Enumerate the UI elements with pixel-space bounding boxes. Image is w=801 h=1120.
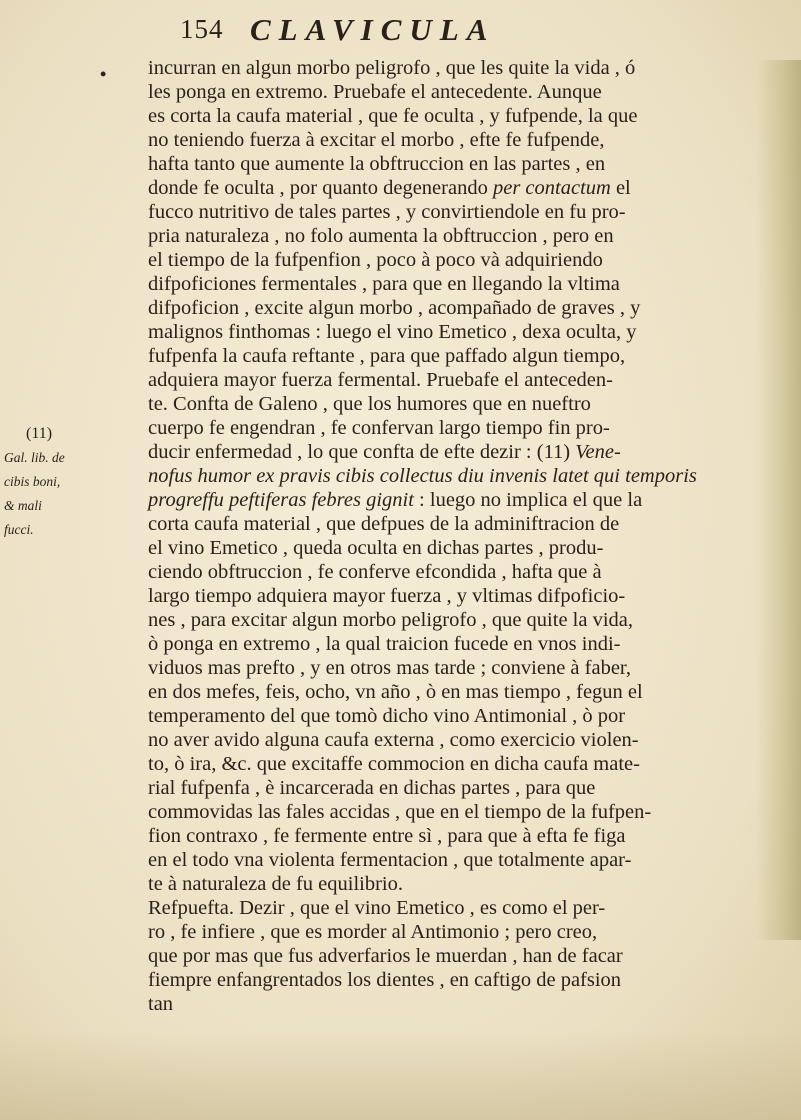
text-line [148, 560, 778, 584]
text-segment: largo tiempo adquiera mayor fuerza , y vltimas difpoficio- [148, 585, 626, 607]
margin-note-line: & mali [4, 498, 42, 513]
text-line [148, 488, 778, 512]
body-text [148, 56, 778, 1016]
text-line [148, 224, 778, 248]
text-segment: no aver avido alguna caufa externa , como exercicio violen- [148, 729, 639, 751]
text-segment: el tiempo de la fufpenfion , poco à poco và adquiriendo [148, 249, 603, 271]
text-line [148, 80, 778, 104]
latin-italic-text: progreffu peftiferas febres gignit [148, 489, 414, 511]
text-line [148, 512, 778, 536]
text-line [148, 896, 778, 920]
text-line [148, 368, 778, 392]
text-segment: nes , para excitar algun morbo peligrofo , que quite la vida, [148, 609, 634, 631]
text-segment: en el todo vna violenta fermentacion , que totalmente apar- [148, 849, 632, 871]
running-title: CLAVICULA [250, 12, 496, 47]
text-line [148, 536, 778, 560]
text-segment: en dos mefes, feis, ocho, vn año , ò en mas tiempo , fegun el [148, 681, 643, 703]
text-line [148, 752, 778, 776]
text-segment: ò ponga en extremo , la qual traicion fucede en vnos indi- [148, 633, 621, 655]
edge-mark: • [100, 64, 107, 84]
text-line [148, 944, 778, 968]
text-line [148, 272, 778, 296]
text-segment: cuerpo fe engendran , fe confervan largo tiempo fin pro- [148, 417, 610, 439]
text-segment: Refpuefta. Dezir , que el vino Emetico , es como el per- [148, 897, 606, 919]
text-segment: : luego no implica el que la [413, 489, 643, 511]
text-segment: fiempre enfangrentados los dientes , en caftigo de pafsion [148, 969, 622, 991]
text-segment: temperamento del que tomò dicho vino Antimonial , ò por [148, 705, 626, 727]
text-segment: to, ò ira, &c. que excitaffe commocion en dicha caufa mate- [148, 753, 640, 775]
text-segment: difpoficiones fermentales , para que en llegando la vltima [148, 273, 620, 295]
text-segment: ro , fe infiere , que es morder al Antimonio ; pero creo, [148, 921, 598, 943]
text-line [148, 176, 778, 200]
text-line [148, 440, 778, 464]
text-line [148, 344, 778, 368]
text-segment: te. Confta de Galeno , que los humores que en nueftro [148, 393, 591, 415]
page-number: 154 [180, 14, 224, 44]
text-line [148, 776, 778, 800]
text-line [148, 296, 778, 320]
text-segment: es corta la caufa material , que fe oculta , y fufpende, la que [148, 105, 638, 127]
text-segment: incurran en algun morbo peligrofo , que les quite la vida , ó [148, 57, 636, 79]
page-header [180, 12, 660, 52]
text-segment: ciendo obftruccion , fe conferve efcondida , hafta que à [148, 561, 602, 583]
text-segment: adquiera mayor fuerza fermental. Pruebafe el anteceden- [148, 369, 613, 391]
text-line [148, 152, 778, 176]
text-segment: donde fe oculta , por quanto degenerando [148, 177, 493, 199]
text-segment: les ponga en extremo. Pruebafe el antecedente. Aunque [148, 81, 602, 103]
text-segment: fion contraxo , fe fermente entre sì , para que à efta fe figa [148, 825, 626, 847]
text-segment: te à naturaleza de fu equilibrio. [148, 873, 403, 895]
text-segment: hafta tanto que aumente la obftruccion en las partes , en [148, 153, 606, 175]
text-line [148, 56, 778, 80]
text-line [148, 704, 778, 728]
text-line [148, 968, 778, 992]
text-segment: fufpenfa la caufa reftante , para que paffado algun tiempo, [148, 345, 626, 367]
text-line [148, 824, 778, 848]
text-line [148, 416, 778, 440]
text-segment: rial fufpenfa , è incarcerada en dichas partes , para que [148, 777, 596, 799]
text-line [148, 848, 778, 872]
text-line [148, 608, 778, 632]
latin-italic-text: Vene- [575, 441, 621, 463]
text-line [148, 800, 778, 824]
text-line [148, 920, 778, 944]
text-line [148, 584, 778, 608]
text-line [148, 128, 778, 152]
text-line [148, 248, 778, 272]
text-segment: malignos finthomas : luego el vino Emetico , dexa oculta, y [148, 321, 637, 343]
text-segment: fucco nutritivo de tales partes , y convirtiendole en fu pro- [148, 201, 626, 223]
text-segment: no teniendo fuerza à excitar el morbo , efte fe fufpende, [148, 129, 605, 151]
text-segment: tan [148, 993, 174, 1015]
margin-note-line: Gal. lib. de [4, 450, 65, 465]
text-line [148, 200, 778, 224]
text-line [148, 656, 778, 680]
latin-italic-text: nofus humor ex pravis cibis collectus diu invenis latet qui temporis [148, 465, 697, 487]
margin-reference: (11) [26, 425, 53, 442]
page-stain-bottom [0, 1030, 801, 1120]
text-segment: commovidas las fales accidas , que en el tiempo de la fufpen- [148, 801, 652, 823]
text-line [148, 104, 778, 128]
text-line [148, 392, 778, 416]
latin-italic-text: per contactum [492, 177, 611, 199]
text-segment: corta caufa material , que defpues de la adminiftracion de [148, 513, 620, 535]
text-line [148, 320, 778, 344]
margin-note-line: cibis boni, [4, 474, 61, 489]
text-segment: ducir enfermedad , lo que confta de efte dezir : (11) [148, 441, 576, 463]
text-segment: difpoficion , excite algun morbo , acompañado de graves , y [148, 297, 641, 319]
text-segment: el vino Emetico , queda oculta en dichas partes , produ- [148, 537, 604, 559]
text-line [148, 680, 778, 704]
text-line [148, 464, 778, 488]
text-segment: viduos mas prefto , y en otros mas tarde ; conviene à faber, [148, 657, 632, 679]
marginal-note [4, 422, 74, 542]
text-segment: el [610, 177, 631, 199]
margin-note-line: fucci. [4, 522, 34, 537]
text-line [148, 992, 778, 1016]
text-segment: pria naturaleza , no folo aumenta la obftruccion , pero en [148, 225, 614, 247]
text-segment: que por mas que fus adverfarios le muerdan , han de facar [148, 945, 623, 967]
text-line [148, 872, 778, 896]
text-line [148, 728, 778, 752]
text-line [148, 632, 778, 656]
